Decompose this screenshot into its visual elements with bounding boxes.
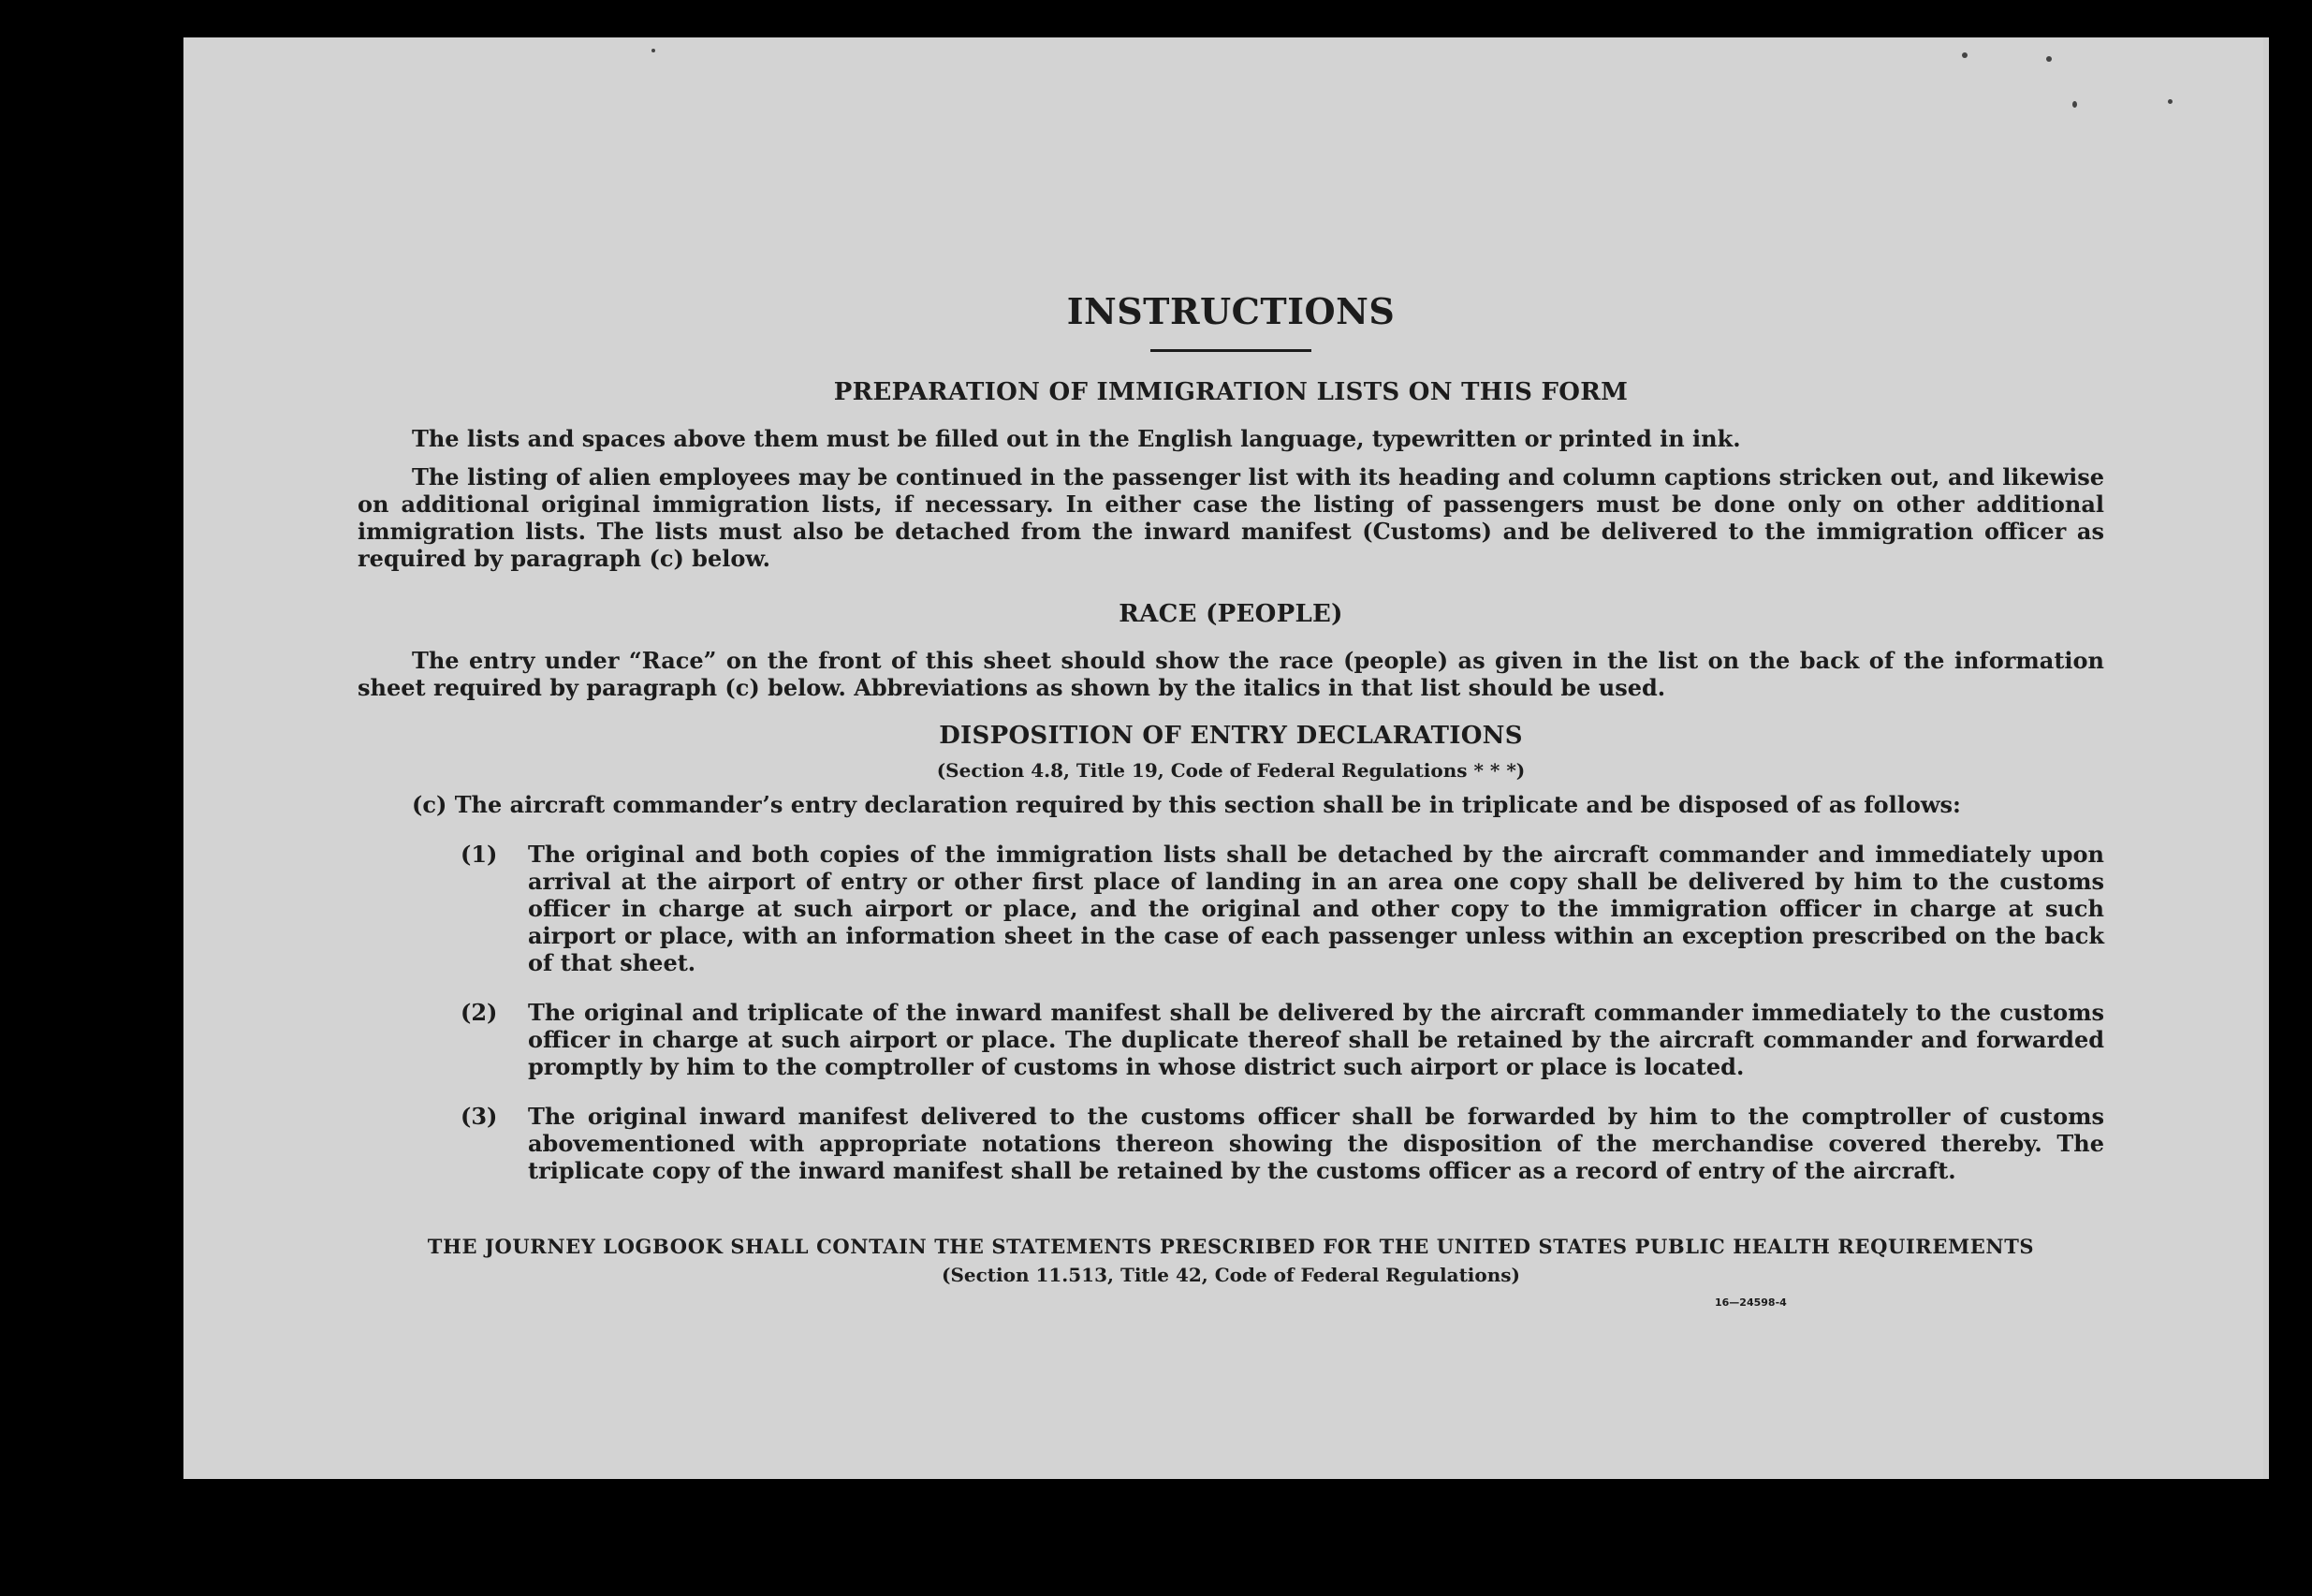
disposition-item-text: The original and triplicate of the inward manifest shall be delivered by the aircraft commander immediately to the customs officer in charge at such airport or place. The duplicate thereof shall be retained by the aircraft commander and forwarded promptly by him to the comptroller of customs in whose district such airport or place is located.	[528, 999, 2104, 1080]
instructions-body	[358, 253, 2104, 1286]
health-requirements-citation: (Section 11.513, Title 42, Code of Federal Regulations)	[941, 1264, 1521, 1286]
form-number: 16—24598-4	[1715, 1296, 1787, 1309]
scan-speck	[651, 49, 655, 52]
race-heading: RACE (PEOPLE)	[1119, 600, 1343, 628]
scan-speck	[1962, 52, 1968, 58]
disposition-item	[461, 999, 2104, 1080]
disposition-item-number: (1)	[461, 841, 498, 868]
document-page	[183, 37, 2269, 1479]
disposition-items	[358, 841, 2104, 1184]
health-requirements-statement: THE JOURNEY LOGBOOK SHALL CONTAIN THE STATEMENTS PRESCRIBED FOR THE UNITED STATES PUBLIC HEALTH REQUIREMENTS	[427, 1235, 2035, 1258]
title-underline	[1150, 349, 1311, 352]
scan-speck	[2072, 101, 2077, 108]
scan-speck	[2168, 99, 2173, 104]
page-title: INSTRUCTIONS	[1066, 290, 1396, 332]
disposition-intro	[412, 791, 2104, 818]
scan-speck	[2046, 56, 2052, 62]
disposition-item	[461, 1103, 2104, 1184]
disposition-item	[461, 841, 2104, 976]
preparation-paragraph-1: The lists and spaces above them must be filled out in the English language, typewritten or printed in ink.	[412, 425, 1741, 452]
preparation-paragraph-2: The listing of alien employees may be continued in the passenger list with its heading and column captions stricken out, and likewise on additional original immigration lists, if necessary. In either case the listing of passengers must be done only on other additional immigration lists. The lists must also be detached from the inward manifest (Customs) and be delivered to the immigration officer as required by paragraph (c) below.	[358, 463, 2104, 572]
disposition-item-number: (3)	[461, 1103, 498, 1130]
disposition-heading: DISPOSITION OF ENTRY DECLARATIONS	[939, 722, 1523, 750]
preparation-heading: PREPARATION OF IMMIGRATION LISTS ON THIS FORM	[833, 378, 1629, 406]
disposition-item-text: The original and both copies of the immigration lists shall be detached by the aircraft commander and immediately upon arrival at the airport of entry or other first place of landing in an area one copy shall be delivered by him to the customs officer in charge at such airport or place, and the original and other copy to the immigration officer in charge at such airport or place, with an information sheet in the case of each passenger unless within an exception prescribed on the back of that sheet.	[528, 841, 2104, 976]
disposition-citation: (Section 4.8, Title 19, Code of Federal Regulations * * *)	[936, 759, 1526, 782]
disposition-intro-label: (c)	[412, 791, 447, 818]
race-paragraph: The entry under “Race” on the front of this sheet should show the race (people) as given in the list on the back of the information sheet required by paragraph (c) below. Abbreviations as shown by the italics in that list should be used.	[358, 647, 2104, 701]
disposition-item-number: (2)	[461, 999, 498, 1026]
disposition-item-text: The original inward manifest delivered to the customs officer shall be forwarded by him to the comptroller of customs abovementioned with appropriate notations thereon showing the disposition of the merchandise covered thereby. The triplicate copy of the inward manifest shall be retained by the customs officer as a record of entry of the aircraft.	[528, 1103, 2104, 1184]
disposition-intro-text: The aircraft commander’s entry declaration required by this section shall be in triplicate and be disposed of as follows:	[454, 791, 1961, 818]
